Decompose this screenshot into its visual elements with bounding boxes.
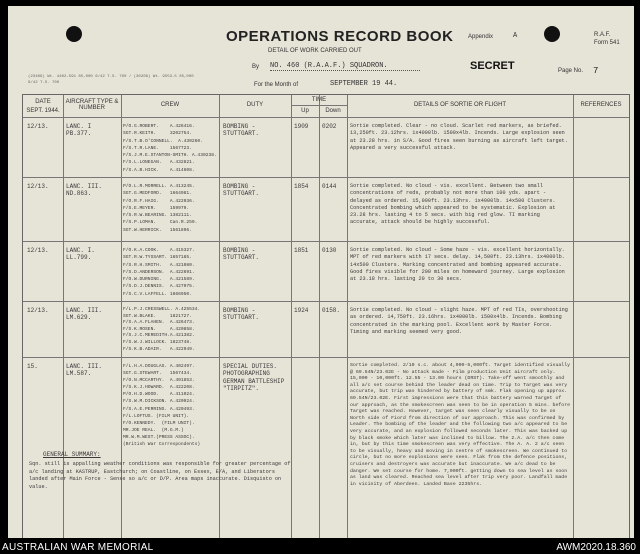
col-date-sub: SEPT. 1944. [26, 108, 60, 114]
appendix-label: Appendix [468, 34, 494, 40]
col-time: TIME [311, 97, 327, 103]
record-table [22, 94, 630, 538]
row-time-down: 0130 [322, 247, 337, 254]
row-details: Sortie completed. Clear - no cloud. Scarlet red markers, as briefed. 13,250ft. 23.12hrs. 1x4000lb. 1500x4lb. Incends. Large explosion seen at 23.28 hrs. in S/A. Good fires seen burning as aircraft left target. Appeared a very successful attack. [350, 123, 568, 151]
binder-hole-left [66, 26, 82, 42]
by-label: By [252, 64, 260, 70]
row-duty: SPECIAL DUTIES. PHOTOGRAPHING GERMAN BATTLESHIP "TIRPITZ". [223, 363, 285, 392]
raf-label: R.A.F. [594, 32, 611, 38]
month-label: For the Month of [254, 82, 299, 88]
row-time-down: 0158. [322, 307, 341, 314]
col-duty: DUTY [246, 102, 264, 108]
row-details: Sortie completed. 2/10 s.c. about 4,000-5,000ft. Target identified visually @ 69.54N/23.02E - No attack made - Film production Unit aircraft only. 15,000 - 10,000ft. 12.55 - 13.00 hours (DRST). Take-off went smoothly and all a/c set course behind the leader dead on time. Trip to Target was very accurate, but trip was hindered by battery of smk. Flak opening up approx. 69.54N/23.02E. First impressions were that this battery warned Target of our approach, as the smokescreen was seen to be in operation 5 mins. before Target was reached. However, target was seen clearly visually to be on North side of Fiord from direction of our approach. This was confirmed by Leader. The bombing of the leader and the following two a/c appeared to be very accurate, and an explosion followed seconds later. This was backed up by black smoke which later was inclined to billow. The 2.A. a/c then come in, but by this time smokescreen was very effective. The A. A. 2 a/c seen to be visually, heavy and moving in centre of smokescreen. We continued to circle, but no more explosions were seen. Flak from the defence positions, cruisers and destroyers was accurate but inaccurate. We a/c dead to be danger. We set course for home. 7,000ft. getting down to sea level as soon as land was cleared. Reached sea level after trip very poor. Landfall made in vicinity of Aberdeen. Landed Base 2235hrs. [350, 363, 571, 487]
page-subtitle: DETAIL OF WORK CARRIED OUT [268, 48, 362, 54]
row-time-down: 0144 [322, 183, 337, 190]
page-number-label: Page No. [558, 68, 584, 74]
page-title: OPERATIONS RECORD BOOK [226, 28, 454, 45]
institution-label: AUSTRALIAN WAR MEMORIAL [2, 542, 154, 553]
row-crew: F/L.P.J.CRESSWELL. A.425534. SGT.W.BLAKE. 1821727. F/S.A.A.FLAHEN. A.426473. F/S.K.ROSEN. A.420858. F/S.J.C.MEREDITH.A.421382. F/S.W.J.WILLOCK. 1823748. F/S.K.B.ADAIR. A.422949. [123, 307, 201, 352]
row-details: Sortie completed. No cloud - Some haze - vis. excellent horizontally. MPT of red markers with 17 secs. delay. 14,500ft. 23.13hrs. 1x4000lb. 14x500 Clusters. Marking concentrated and bombing appeared accurate. Good fires visible for 200 miles on homeward journey. Large explosion at 23.18 hrs. lasting 20 to 30 secs. [350, 247, 565, 283]
col-down: Down [325, 108, 341, 114]
row-crew: P/O.L.R.MORRELL. A.413245. SGT.G.MEDFORD. 1664981. F/O.R.F.HAIG. A.422036. F/S.E.MEYER. 159979. F/S.R.W.BEARING. 1382111. F/S.P.LOMAN. Can.R.259. SGT.W.HERRICK. 1561896. [123, 184, 198, 233]
month-value: SEPTEMBER 19 44. [330, 80, 398, 88]
row-duty: BOMBING - STUTTGART. [223, 307, 260, 322]
row-duty: BOMBING - STUTTGART. [223, 183, 260, 198]
row-time-down: 0202 [322, 123, 337, 130]
row-details: Sortie completed. No cloud - slight haze. MPT of red TIs, overshooting as ordered. 14,750ft. 23.16hrs. 1x4000lb. 1500x4lb. Incends. Bombing concentrated in the marking pool. Excellent work by Master Force. Timing and marking seemed very good. [350, 307, 568, 335]
appendix-value: A [513, 32, 518, 40]
general-summary-heading: GENERAL SUMMARY: [43, 451, 101, 458]
col-crew: CREW [160, 102, 180, 108]
col-date: DATE [35, 99, 51, 105]
col-aircraft: AIRCRAFT TYPE & NUMBER [65, 99, 119, 111]
accession-number: AWM2020.18.360 [556, 542, 636, 553]
squadron-name: NO. 460 (R.A.A.F.) SQUADRON. [270, 62, 420, 71]
row-time-up: 1924 [294, 307, 309, 314]
row-date: 15. [27, 363, 38, 370]
row-date: 12/13. [27, 307, 49, 314]
col-details: DETAILS OF SORTIE OR FLIGHT [413, 102, 507, 108]
row-duty: BOMBING - STUTTGART. [223, 247, 260, 262]
row-aircraft: LANC. I. LL.799. [66, 247, 95, 262]
row-details: Sortie completed. No cloud - vis. excellent. Between two small concentrations of reds, probably not more than 100 yds. apart - delayed as ordered. 15,000ft. 23.13hrs. 1x4000lb. 14x500 Clusters. Concentrated bombing which appeared to be systematic. Explosion at 23.28 hrs. lasting 4 to 5 secs. with big red glow. TI marking accurate, attack should be highly successful. [350, 183, 556, 226]
archive-footer [0, 541, 640, 554]
row-crew: F/O.K.A.COOK. A.415327. SGT.R.W.TYSSART. 1657185. F/S.R.H.SMITH. A.421080. F/S.D.ANDERSON. A.422691. F/O.W.DURNING. A.421589. F/S.D.J.DENNIS. A.427975. F/S.C.V.LAFFELL. 1666950. [123, 248, 195, 297]
col-up: Up [301, 108, 309, 114]
print-stamp: (23409) Wt. 4402-591 85,000 6/42 T.S. 700 / (30208) Wt. 9553-5 85,000 9/42 T.S. 700 [28, 75, 194, 85]
row-aircraft: LANC. I PB.377. [66, 123, 92, 138]
row-time-up: 1854 [294, 183, 309, 190]
row-aircraft: LANC. III. ND.863. [66, 183, 103, 198]
row-time-up: 1909 [294, 123, 309, 130]
form-number: Form 541 [594, 40, 620, 46]
row-date: 12/13. [27, 183, 49, 190]
row-time-up: 1851 [294, 247, 309, 254]
row-date: 12/13. [27, 247, 49, 254]
row-date: 12/13. [27, 123, 49, 130]
col-references: REFERENCES [580, 102, 622, 108]
row-aircraft: LANC. III. LM.587. [66, 363, 103, 378]
secret-stamp: SECRET [470, 60, 515, 72]
record-sheet [8, 6, 634, 538]
row-aircraft: LANC. III. LM.629. [66, 307, 103, 322]
row-crew: P/O.G.ROBERT. A.426416. SGT.R.KEITH. 3202754. F/S.T.B.O'CONNELL. A.430260. F/S.T.R.LANE. 1567723. F/S.J.M.E.STANTON-SMITH. A.430238. F/S.L.LONEGAN. A.432821. F/S.A.B.HICK. A.414608. [123, 124, 217, 173]
row-crew: F/L.H.A.DOUGLAS. A.402497. SGT.G.STEWART. 1567434. F/O.N.MCCARTHY. A.401853. F/S.K.J.HOWARD. A.422208. P/O.H.D.WOOD. A.411024. F/S.W.M.DICKSON. A.420924. F/S.A.E.PERRINS. A.420493. F/L.LOFTUS. (FILM UNIT). F/O.KENNEDY. (FILM UNIT). MR.JOE REAL. (M.G.M.) MR.W.M.WEST.(PRESS ASSOC). (British War Correspondents) [123, 364, 201, 448]
binder-hole-right [544, 26, 560, 42]
page-number: 7 [593, 66, 599, 76]
row-duty: BOMBING - STUTTGART. [223, 123, 260, 138]
general-summary-text: Sqn. still is appalling weather conditions was responsible for greater percentage of a/c landing at KASTRUP, Eastchurch; on Coastline, on Essex, E/A, and Liberators landed after Main Force - Sense so a/c or D/P. Area maps inaccurate. Disquisto on value. [29, 461, 291, 490]
